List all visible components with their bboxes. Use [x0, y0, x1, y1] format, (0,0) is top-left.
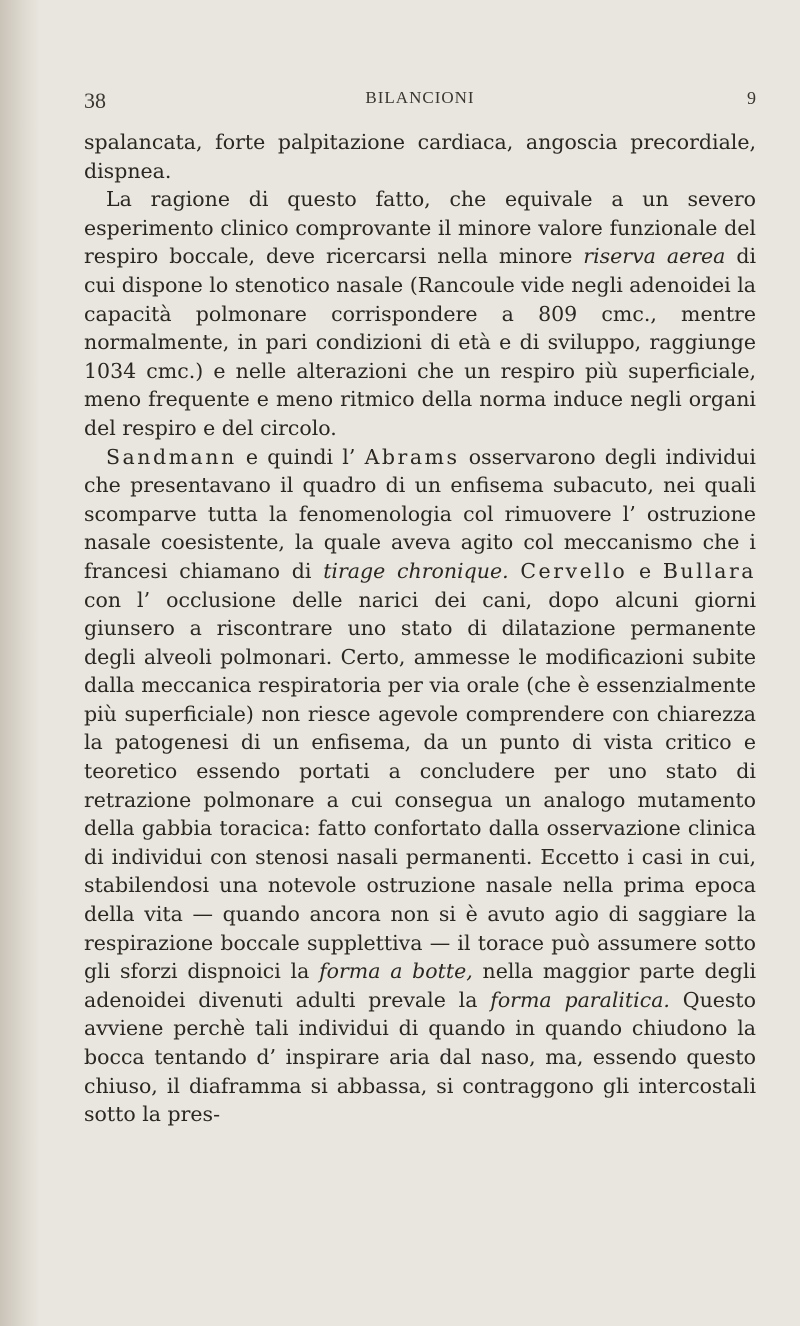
text-run: spalancata, forte palpitazione cardiaca, angoscia precordiale, dispnea.	[84, 130, 756, 183]
section-number: 9	[747, 88, 756, 108]
text-run	[509, 559, 521, 583]
author-name: Sandmann	[106, 444, 237, 469]
text-run: e	[627, 558, 663, 583]
text-run: e quindi l’	[236, 444, 365, 469]
text-run: La ragione di questo fatto, che equivale a un severo esperimento clinico comprovante il minore valore funzionale del respiro boccale, deve ricercarsi nella minore	[84, 187, 756, 269]
page-header	[84, 88, 756, 118]
text-run: di cui dispone lo stenotico nasale (Rancoule vide negli adenoidei la capacità polmonare corrispondere a 809 cmc., mentre normalmente, in pari condizioni di età e di sviluppo, raggiunge 1034 cmc.) e nelle alterazioni che un respiro più superficiale, meno frequente e meno ritmico della norma induce negli organi del respiro e del circolo.	[84, 244, 757, 440]
text-run: con l’ occlusione delle narici dei cani, dopo alcuni giorni giunsero a riscontrare uno stato di dilatazione permanente degli alveoli polmonari. Certo, ammesse le modificazioni subite dalla meccanica respiratoria per via orale (che è essenzialmente più superficiale) non riesce agevole comprendere con chiarezza la patogenesi di un enfisema, da un punto di vista critico e teoretico essendo portati a concludere per uno stato di retrazione polmonare a cui consegua un analogo mutamento della gabbia toracica: fatto confortato dalla osservazione clinica di individui con stenosi nasali permanenti. Eccetto i casi in cui, stabilendosi una notevole ostruzione nasale nella prima epoca della vita — quando ancora non si è avuto agio di saggiare la respirazione boccale supplettiva — il torace può assumere sotto gli sforzi dispnoici la	[84, 587, 756, 984]
author-name: Abrams	[364, 444, 460, 469]
text-run: nella maggior parte degli adenoidei divenuti adulti prevale la	[84, 959, 756, 1012]
text-run: Questo avviene perchè tali individui di quando in quando chiudono la bocca tentando d’ inspirare aria dal naso, ma, essendo questo chiuso, il diaframma si abbassa, si contraggono gli intercostali sotto la pres-	[84, 987, 757, 1127]
italic-phrase: riserva aerea	[583, 244, 726, 269]
page-number: 38	[84, 88, 106, 113]
text-run: osservarono degli individui che presentavano il quadro di un enfisema subacuto, nei quali scomparve tutta la fenomenologia col rimuovere l’ ostruzione nasale coesistente, la quale aveva agito col meccanismo che i francesi chiamano di	[84, 444, 756, 583]
author-name: Cervello	[520, 558, 628, 583]
italic-phrase: forma a botte,	[319, 959, 473, 984]
italic-phrase: forma paralitica.	[490, 987, 670, 1012]
paragraph	[84, 128, 756, 185]
italic-phrase: tirage chronique.	[323, 558, 509, 583]
body-text	[84, 128, 756, 1129]
binding-gutter-shadow	[0, 0, 40, 1326]
running-title: BILANCIONI	[365, 88, 475, 107]
paragraph	[84, 185, 756, 442]
paragraph	[84, 443, 756, 1129]
author-name: Bullara	[662, 558, 756, 583]
